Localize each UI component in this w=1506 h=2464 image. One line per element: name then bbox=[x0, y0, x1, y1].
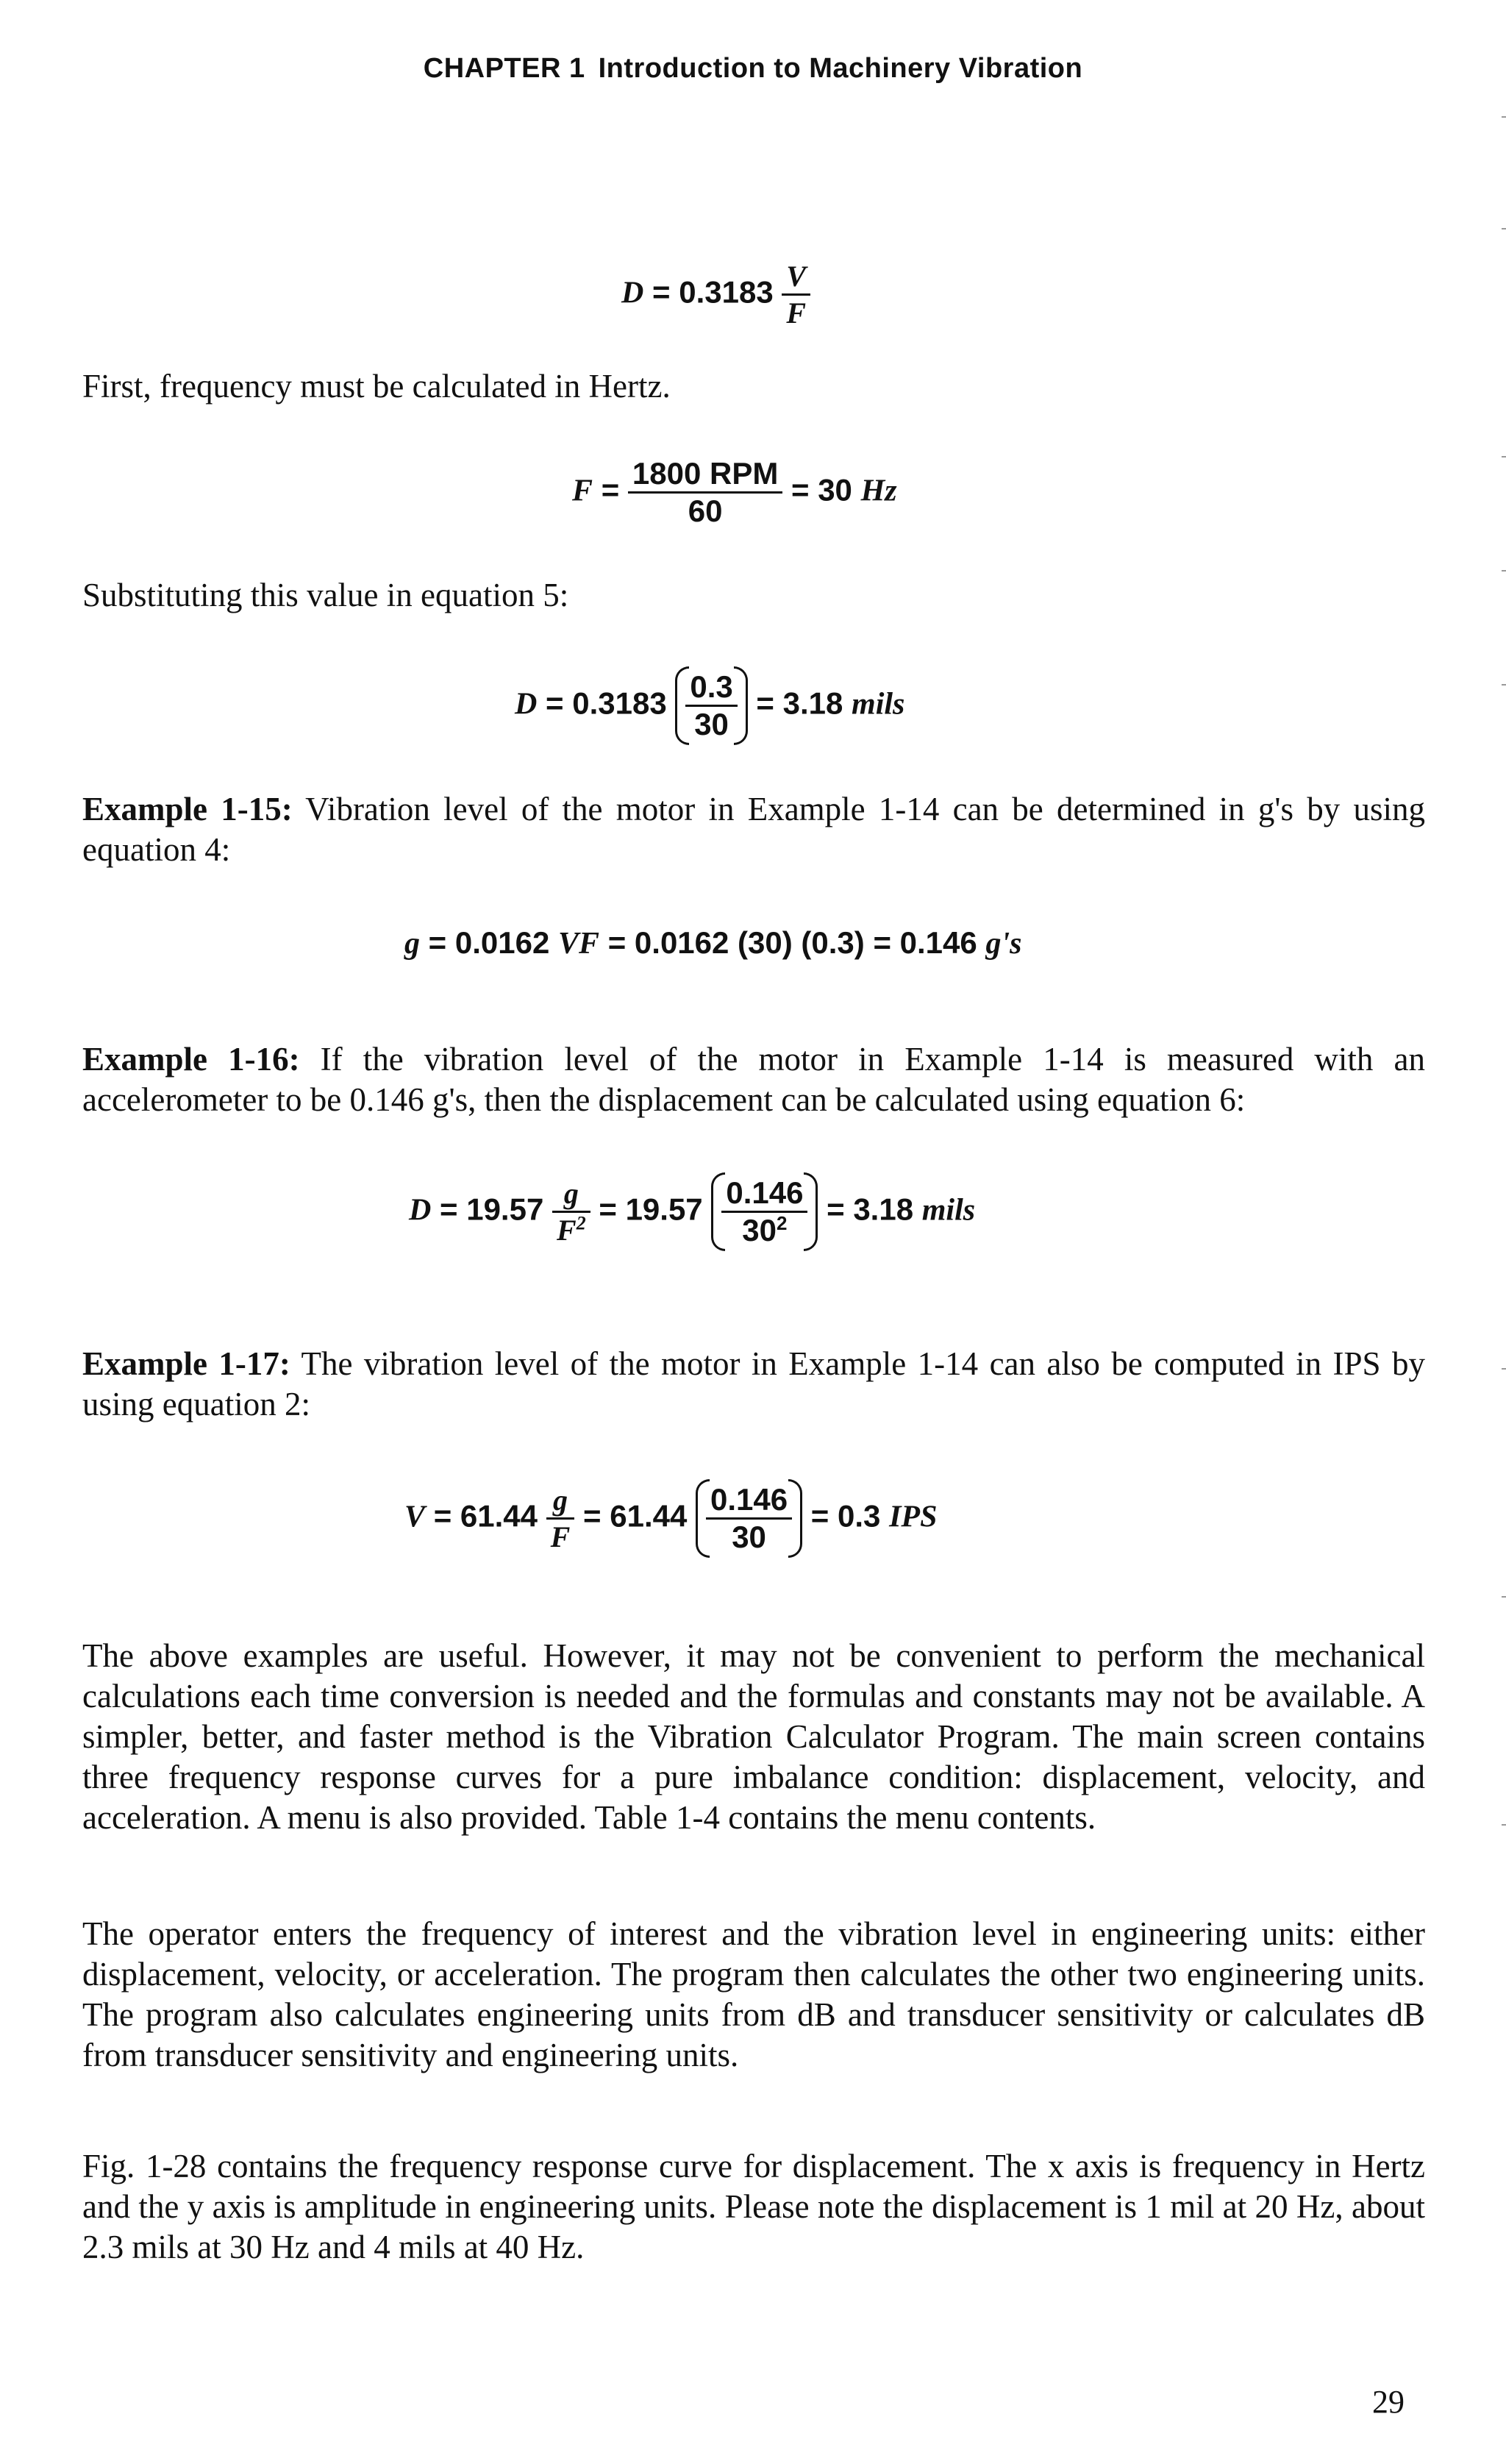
margin-mark bbox=[1502, 228, 1506, 229]
equation-d-from-v bbox=[621, 259, 810, 330]
eq-unit: Hz bbox=[860, 474, 897, 508]
eq-var: V bbox=[404, 1500, 426, 1534]
eq-unit: IPS bbox=[889, 1500, 938, 1534]
chapter-label: CHAPTER 1 bbox=[423, 53, 585, 84]
eq-parentheses bbox=[711, 1175, 818, 1248]
paragraph: First, frequency must be calculated in Hertz. bbox=[82, 368, 671, 405]
eq-unit: mils bbox=[852, 687, 905, 722]
eq-parentheses bbox=[675, 669, 747, 742]
paragraph: The above examples are useful. However, it may not be convenient to perform the mechanical calculations each time conversion is needed and the formulas and constants may not be available. A simpler, better, and faster method is the Vibration Calculator Program. The main screen contains three frequency response curves for a pure imbalance condition: displacement, velocity, and acceleration. A menu is also provided. Table 1-4 contains the menu contents. bbox=[82, 1637, 1425, 1836]
eq-constant: 61.44 bbox=[610, 1498, 688, 1534]
eq-operator: = bbox=[873, 925, 891, 960]
eq-var: g bbox=[404, 927, 420, 961]
eq-operator: = bbox=[583, 1498, 602, 1534]
eq-var: F bbox=[572, 474, 593, 508]
eq-constant: 61.44 bbox=[460, 1498, 538, 1534]
eq-fraction: $\frac{\text{1800 RPM}}{60}$ bbox=[628, 456, 782, 529]
eq-fraction: $\frac{0.3}{30}$ bbox=[685, 669, 737, 742]
eq-operator: = bbox=[791, 472, 810, 508]
eq-constant: 19.57 bbox=[625, 1192, 703, 1227]
chapter-title: Introduction to Machinery Vibration bbox=[598, 53, 1083, 84]
paragraph: The operator enters the frequency of interest and the vibration level in engineering units: either displacement, velocity, or acceleration. The program then calculates the other two engineering units. The program also calculates engineering units from dB and transducer sensitivity or calculates dB from transducer sensitivity and engineering units. bbox=[82, 1915, 1425, 2073]
example-label: Example 1-15: bbox=[82, 791, 293, 827]
example-label: Example 1-17: bbox=[82, 1345, 290, 1382]
eq-var: D bbox=[621, 276, 644, 310]
equation-displacement bbox=[515, 669, 904, 742]
eq-var: VF bbox=[558, 927, 600, 961]
eq-constant: 0.0162 bbox=[454, 925, 550, 960]
eq-fraction: $\frac{g}{F}$ bbox=[546, 1483, 575, 1554]
eq-operator: = bbox=[827, 1192, 845, 1227]
eq-fraction: $\frac{0.146}{30^2}$ bbox=[721, 1175, 807, 1248]
running-header bbox=[0, 53, 1506, 85]
example-1-17 bbox=[82, 1344, 1425, 1425]
eq-value: 30 bbox=[818, 472, 852, 508]
eq-operator: = bbox=[601, 472, 620, 508]
eq-var: D bbox=[515, 687, 538, 722]
eq-operator: = bbox=[607, 925, 627, 960]
paragraph: Fig. 1-28 contains the frequency response curve for displacement. The x axis is frequency in Hertz and the y axis is amplitude in engineering units. Please note the displacement is 1 mil at 20 Hz, about 2.3 mils at 30 Hz and 4 mils at 40 Hz. bbox=[82, 2148, 1425, 2265]
eq-parentheses bbox=[696, 1482, 802, 1555]
eq-fraction: $\frac{0.146}{30}$ bbox=[706, 1482, 792, 1555]
margin-mark bbox=[1502, 684, 1506, 686]
eq-term: 0.0162 (30) (0.3) bbox=[634, 925, 865, 960]
example-1-16 bbox=[82, 1039, 1425, 1120]
eq-operator: = bbox=[546, 686, 564, 721]
margin-mark bbox=[1502, 1596, 1506, 1598]
equation-g bbox=[404, 925, 1021, 961]
margin-mark bbox=[1502, 1368, 1506, 1370]
eq-operator: = bbox=[440, 1192, 458, 1227]
eq-fraction: $\frac{V}{F}$ bbox=[782, 259, 810, 330]
example-text: Vibration level of the motor in Example 1-14 can be determined in g's by using equation 4: bbox=[82, 791, 1425, 868]
eq-operator: = bbox=[810, 1498, 829, 1534]
eq-constant: 19.57 bbox=[466, 1192, 544, 1227]
eq-unit: mils bbox=[921, 1193, 976, 1228]
eq-operator: = bbox=[599, 1192, 617, 1227]
eq-fraction: $\frac{g}{F^2}$ bbox=[552, 1176, 590, 1247]
margin-mark bbox=[1502, 456, 1506, 457]
margin-mark bbox=[1502, 1824, 1506, 1826]
equation-frequency bbox=[572, 456, 897, 529]
eq-constant: 0.3183 bbox=[679, 274, 774, 310]
eq-operator: = bbox=[652, 274, 671, 310]
eq-value: 0.146 bbox=[899, 925, 977, 960]
eq-value: 3.18 bbox=[853, 1192, 914, 1227]
eq-value: 3.18 bbox=[782, 686, 843, 721]
eq-unit: g's bbox=[985, 927, 1022, 961]
margin-mark bbox=[1502, 116, 1506, 118]
eq-operator: = bbox=[433, 1498, 452, 1534]
eq-operator: = bbox=[428, 925, 447, 960]
paragraph: Substituting this value in equation 5: bbox=[82, 577, 569, 613]
eq-constant: 0.3183 bbox=[572, 686, 667, 721]
eq-operator: = bbox=[756, 686, 774, 721]
equation-d-from-g bbox=[409, 1175, 975, 1248]
example-label: Example 1-16: bbox=[82, 1041, 300, 1078]
equation-v-from-g bbox=[404, 1482, 937, 1555]
example-text: The vibration level of the motor in Example 1-14 can also be computed in IPS by using equation 2: bbox=[82, 1345, 1425, 1423]
eq-value: 0.3 bbox=[838, 1498, 881, 1534]
example-text: If the vibration level of the motor in Example 1-14 is measured with an accelerometer to be 0.146 g's, then the displacement can be calculated using equation 6: bbox=[82, 1041, 1425, 1118]
example-1-15 bbox=[82, 789, 1425, 870]
page-number: 29 bbox=[1372, 2384, 1405, 2420]
eq-var: D bbox=[409, 1193, 432, 1228]
margin-mark bbox=[1502, 570, 1506, 572]
